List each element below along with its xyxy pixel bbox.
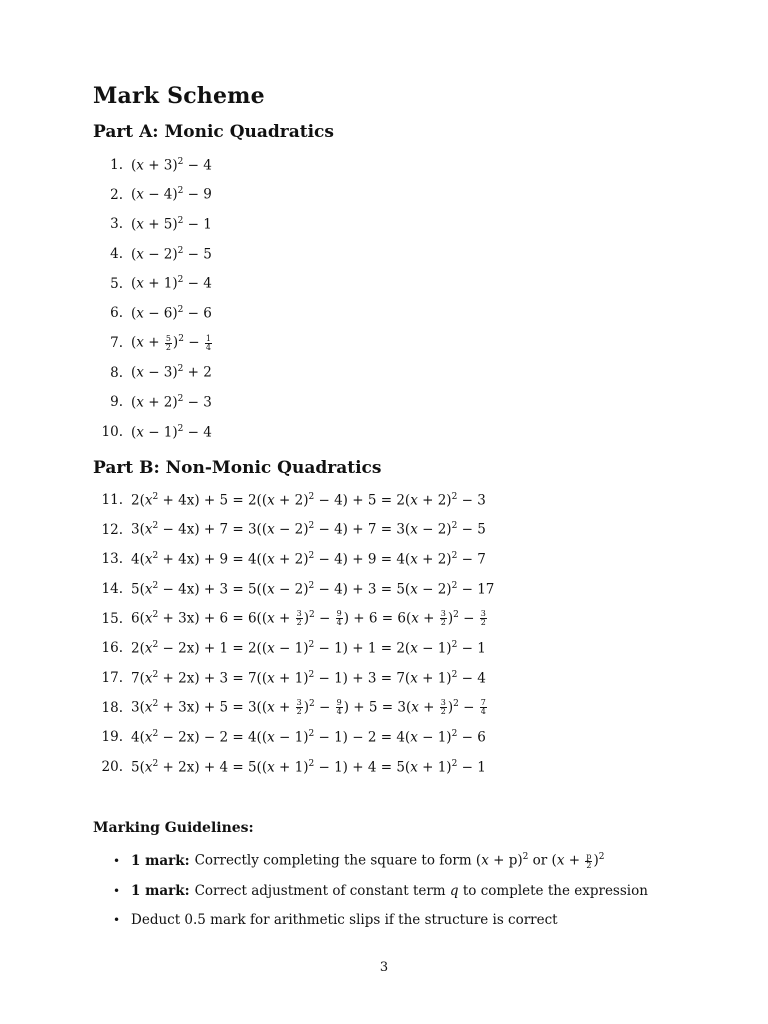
part-b-answer-item-number: 17.: [101, 669, 123, 686]
part-b-answer-item: [93, 663, 713, 693]
guideline-item: [113, 905, 713, 935]
part-b-answer-item-number: 16.: [101, 640, 123, 657]
part-a-answer-item-expression: (x + $\frac{5}{2}$ )$^2$ − $\frac{1}{4}$: [131, 333, 211, 352]
part-a-answer-item: [93, 239, 713, 269]
part-b-answer-item-number: 18.: [101, 699, 123, 716]
marking-guidelines-list: [113, 846, 713, 935]
part-b-answer-item: [93, 693, 713, 723]
part-b-answer-item-expression: $4(x^2 + 4x) + 9 = 4((x + 2)^2 - 4) + 9 = 4(x + 2)^2 - 7$: [131, 550, 486, 568]
part-b-answer-item: [93, 633, 713, 663]
guideline-text: Correctly completing the square to form $(x + p)^2$ or (x + $\frac{p}{2}$ )$^2$: [194, 851, 605, 870]
part-b-answer-item: [93, 485, 713, 515]
part-b-answer-list: [93, 485, 713, 782]
part-a-answer-list: [93, 150, 713, 447]
part-b-answer-item-expression: $5(x^2 - 4x) + 3 = 5((x - 2)^2 - 4) + 3 = 5(x - 2)^2 - 17$: [131, 580, 495, 598]
part-a-answer-item-number: 4.: [110, 245, 123, 262]
part-b-answer-item-number: 14.: [101, 580, 123, 597]
guideline-item: [113, 846, 713, 876]
part-b-answer-item: [93, 574, 713, 604]
part-a-answer-item-expression: $(x + 5)^2 - 1$: [131, 215, 212, 233]
part-a-answer-item-expression: $(x - 4)^2 - 9$: [131, 186, 212, 203]
part-b-answer-item: [93, 515, 713, 545]
part-a-answer-item: [93, 209, 713, 239]
guideline-mark-label: 1 mark:: [131, 852, 190, 869]
part-a-answer-item-number: 6.: [110, 305, 123, 322]
part-b-answer-item-expression: $3(x^2 + 3x) + 5 = 3((x$ + $\frac{3}{2}$ )$^2$ − $\frac{9}{4}$ ) + 5 = 3(x + $\frac{3}{2}$ )$^2$ − $\frac{7}{4}$: [131, 698, 486, 717]
part-b-answer-item-number: 11.: [101, 491, 123, 508]
part-a-answer-item-number: 7.: [110, 334, 123, 351]
part-a-answer-item-number: 1.: [110, 156, 123, 173]
part-a-answer-item: [93, 180, 713, 210]
part-a-answer-item-expression: $(x - 6)^2 - 6$: [131, 305, 212, 322]
page-number: 3: [379, 960, 389, 975]
part-a-answer-item-expression: $(x + 1)^2 - 4$: [131, 275, 212, 292]
part-b-heading: Part B: Non-Monic Quadratics: [93, 458, 382, 478]
guideline-text: Correct adjustment of constant term q to complete the expression: [194, 882, 648, 899]
part-a-answer-item-number: 2.: [110, 186, 123, 203]
part-b-answer-item-expression: $2(x^2 - 2x) + 1 = 2((x - 1)^2 - 1) + 1 = 2(x - 1)^2 - 1$: [131, 640, 486, 657]
part-a-answer-item: [93, 269, 713, 299]
guideline-mark-label: 1 mark:: [131, 882, 190, 899]
part-a-answer-item-expression: $(x - 3)^2 + 2$: [131, 364, 212, 381]
part-a-answer-item: [93, 417, 713, 447]
part-b-answer-item-expression: $2(x^2 + 4x) + 5 = 2((x + 2)^2 - 4) + 5 = 2(x + 2)^2 - 3$: [131, 491, 486, 509]
part-b-answer-item-number: 19.: [101, 729, 123, 746]
part-a-answer-item-number: 5.: [110, 275, 123, 292]
bullet-icon: •: [113, 883, 121, 898]
bullet-icon: •: [113, 853, 121, 868]
part-b-answer-item-number: 13.: [101, 551, 123, 568]
part-a-answer-item-expression: $(x - 2)^2 - 5$: [131, 245, 212, 263]
part-a-answer-item-number: 3.: [110, 216, 123, 233]
part-b-answer-item-number: 12.: [101, 521, 123, 538]
part-b-answer-item: [93, 604, 713, 634]
part-a-answer-item-expression: $(x + 2)^2 - 3$: [131, 394, 212, 411]
part-a-answer-item-number: 9.: [110, 394, 123, 411]
part-a-answer-item: [93, 328, 713, 358]
part-b-answer-item-expression: $7(x^2 + 2x) + 3 = 7((x + 1)^2 - 1) + 3 = 7(x + 1)^2 - 4$: [131, 669, 486, 687]
marking-guidelines-heading: Marking Guidelines:: [93, 820, 254, 836]
part-a-heading: Part A: Monic Quadratics: [93, 122, 334, 142]
guideline-text: Deduct 0.5 mark for arithmetic slips if the structure is correct: [131, 912, 558, 929]
part-b-answer-item-expression: $6(x^2 + 3x) + 6 = 6((x$ + $\frac{3}{2}$ )$^2$ − $\frac{9}{4}$ ) + 6 = 6(x + $\frac{3}{2}$ )$^2$ − $\frac{3}{2}$: [131, 609, 486, 628]
part-a-answer-item: [93, 388, 713, 418]
part-b-answer-item: [93, 544, 713, 574]
part-b-answer-item: [93, 752, 713, 782]
part-b-answer-item-expression: $4(x^2 - 2x) - 2 = 4((x - 1)^2 - 1) - 2 = 4(x - 1)^2 - 6$: [131, 729, 486, 746]
part-a-answer-item-number: 8.: [110, 364, 123, 381]
part-a-answer-item-number: 10.: [101, 424, 123, 441]
guideline-item: [113, 876, 713, 906]
part-a-answer-item-expression: $(x + 3)^2 - 4$: [131, 156, 212, 174]
bullet-icon: •: [113, 913, 121, 928]
part-b-answer-item-number: 15.: [101, 610, 123, 627]
part-a-answer-item: [93, 358, 713, 388]
part-b-answer-item-expression: $3(x^2 - 4x) + 7 = 3((x - 2)^2 - 4) + 7 = 3(x - 2)^2 - 5$: [131, 521, 486, 538]
part-b-answer-item: [93, 723, 713, 753]
part-b-answer-item-number: 20.: [101, 759, 123, 776]
part-a-answer-item-expression: $(x - 1)^2 - 4$: [131, 423, 212, 441]
part-a-answer-item: [93, 150, 713, 180]
part-b-answer-item-expression: $5(x^2 + 2x) + 4 = 5((x + 1)^2 - 1) + 4 = 5(x + 1)^2 - 1$: [131, 758, 486, 776]
part-a-answer-item: [93, 298, 713, 328]
document-title: Mark Scheme: [93, 83, 265, 109]
